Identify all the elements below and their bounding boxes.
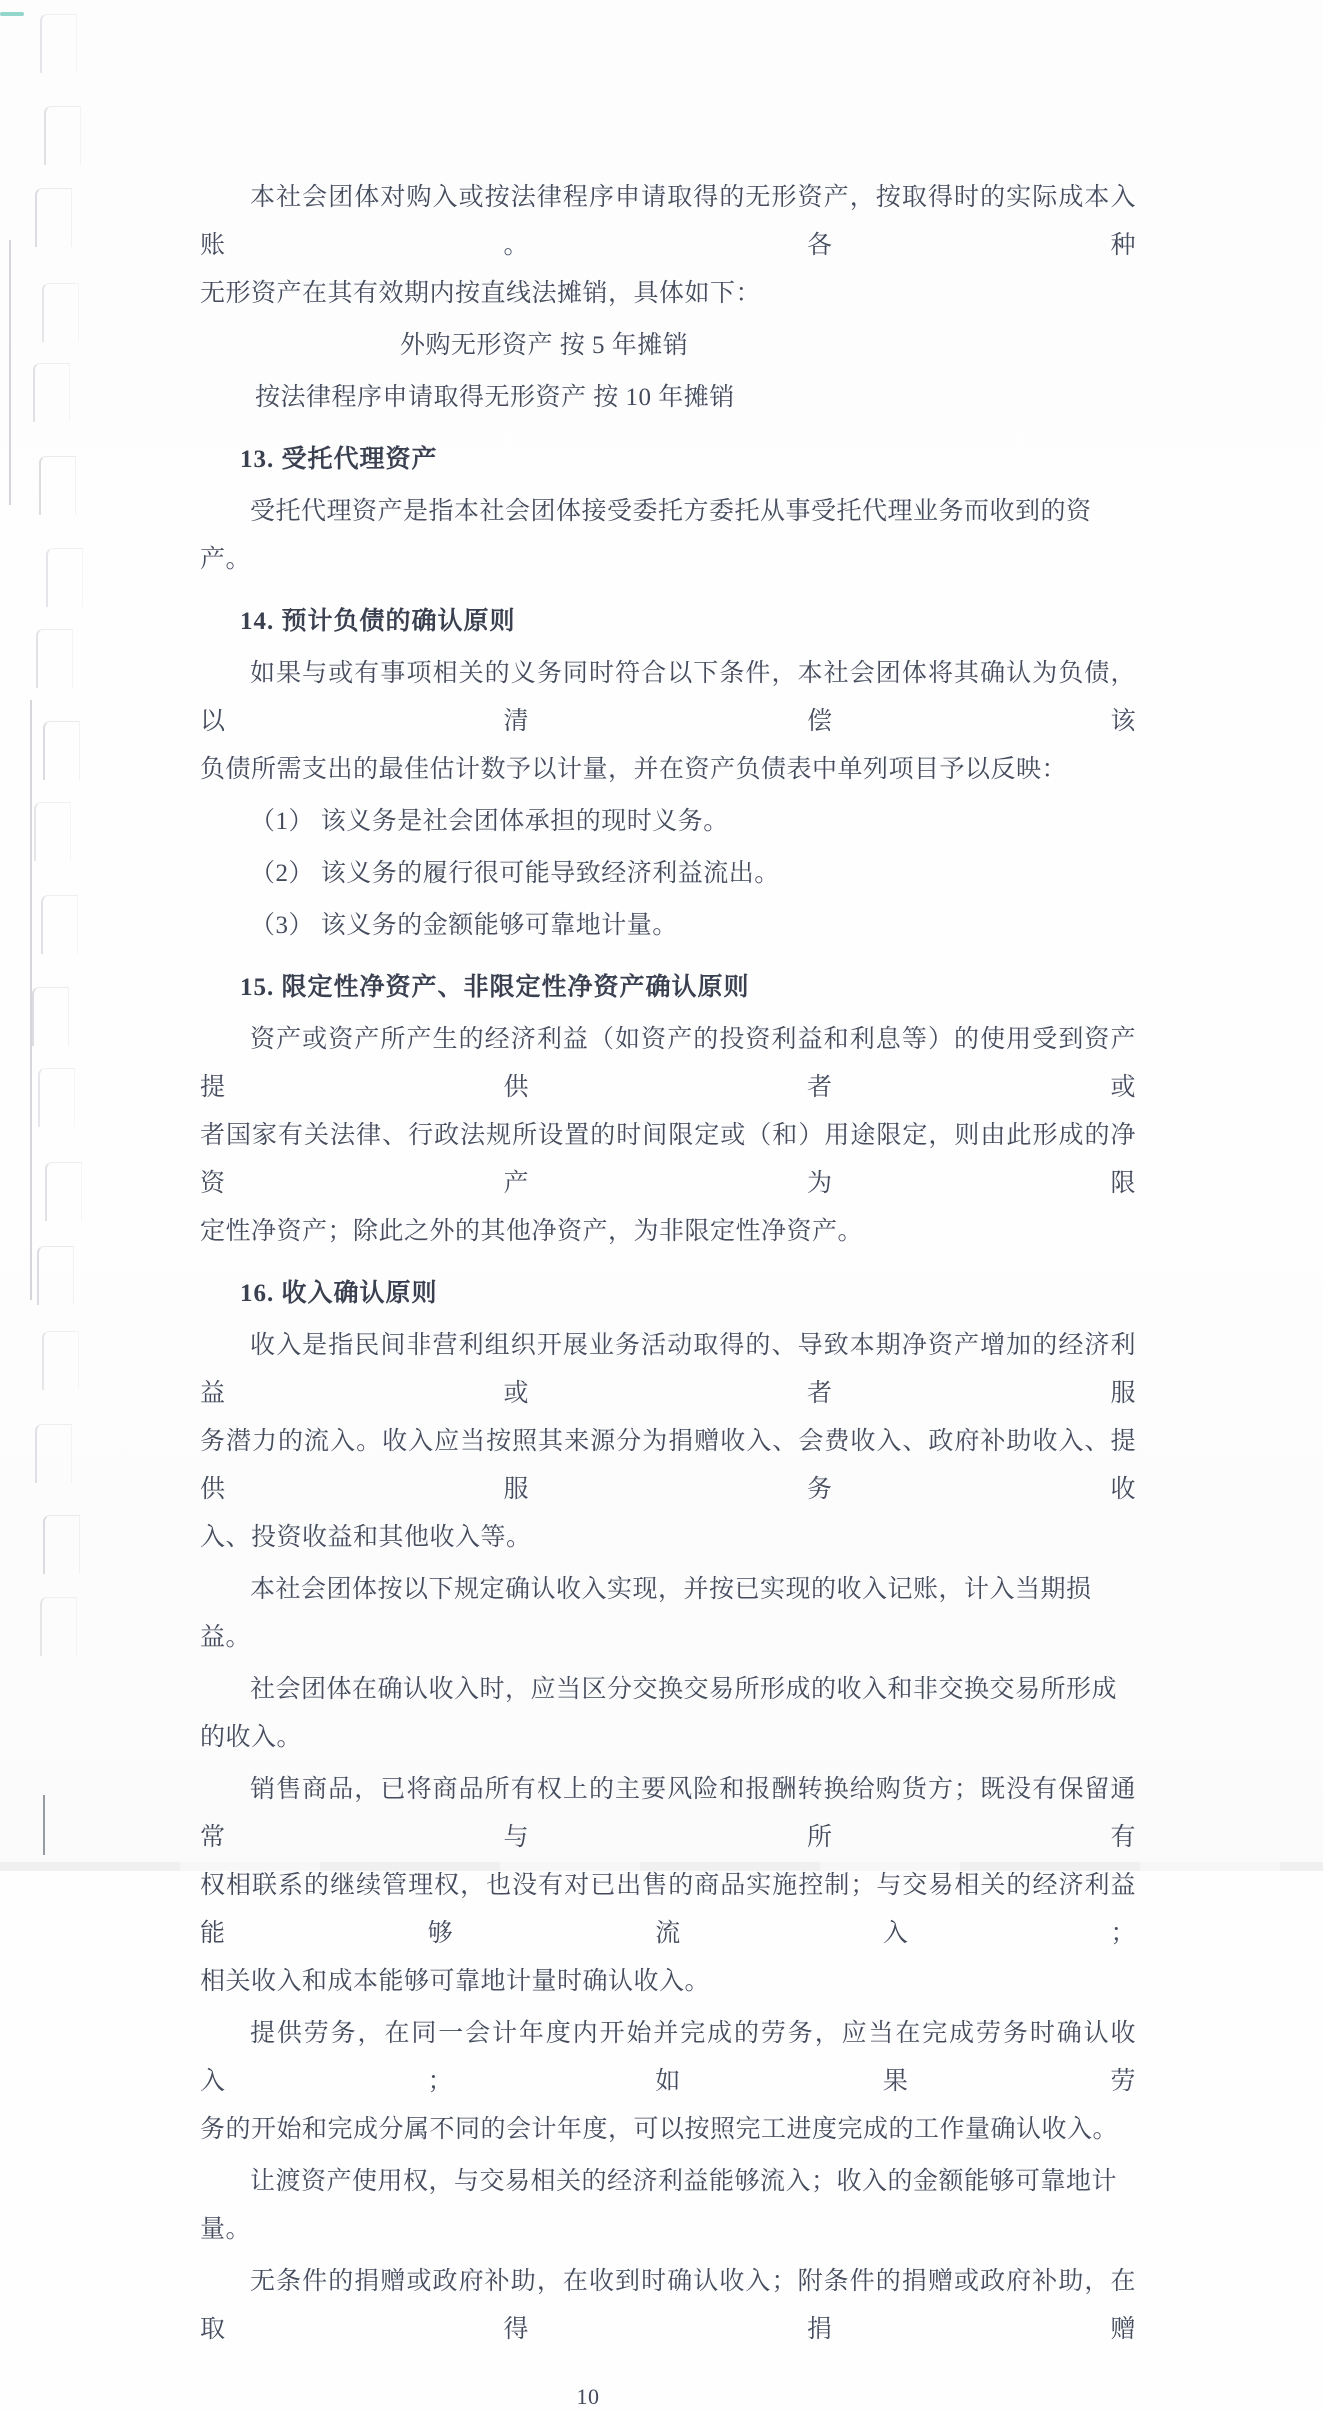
scan-line-artifact: [30, 700, 32, 1300]
text-line: 定性净资产；除此之外的其他净资产，为非限定性净资产。: [200, 1218, 864, 1245]
paragraph: [200, 2158, 1136, 2254]
binding-mark: [33, 363, 70, 422]
paragraph: [200, 850, 1136, 898]
section-heading: [200, 436, 1136, 484]
section-heading: [200, 598, 1136, 646]
text-line: 资产或资产所产生的经济利益（如资产的投资利益和利息等）的使用受到资产提供者或: [200, 1026, 1136, 1101]
text-line: 务潜力的流入。收入应当按照其来源分为捐赠收入、会费收入、政府补助收入、提供服务收: [200, 1428, 1136, 1503]
paragraph: [200, 902, 1136, 950]
binding-mark: [38, 1068, 75, 1127]
scan-bottom-edge: [0, 1862, 1323, 1871]
paragraph: [200, 2010, 1136, 2154]
scan-corner-mark: [0, 12, 24, 16]
paragraph: [200, 1566, 1136, 1662]
binding-mark: [41, 895, 78, 954]
binding-mark: [42, 1331, 79, 1390]
text-line: （1） 该义务是社会团体承担的现时义务。: [250, 808, 729, 835]
heading-line: 15. 限定性净资产、非限定性净资产确认原则: [240, 974, 750, 1001]
paragraph: [200, 1016, 1136, 1256]
paragraph: [200, 2258, 1136, 2354]
binding-mark: [32, 987, 69, 1046]
text-line: 受托代理资产是指本社会团体接受委托方委托从事受托代理业务而收到的资产。: [200, 498, 1092, 573]
binding-mark: [46, 548, 83, 607]
binding-mark: [36, 629, 73, 688]
binding-mark: [39, 456, 76, 515]
paragraph: [200, 798, 1136, 846]
binding-mark: [44, 106, 81, 165]
binding-mark: [45, 1162, 82, 1221]
scan-line-artifact: [9, 240, 11, 505]
binding-marks: [0, 0, 110, 1871]
binding-mark: [43, 1515, 80, 1574]
text-line: 入、投资收益和其他收入等。: [200, 1524, 532, 1551]
binding-mark: [35, 188, 72, 247]
paragraph: [200, 1766, 1136, 2006]
binding-mark: [40, 1597, 77, 1656]
paragraph: [200, 488, 1136, 584]
binding-mark: [40, 14, 77, 73]
paragraph: [200, 1322, 1136, 1562]
text-line: 销售商品，已将商品所有权上的主要风险和报酬转换给购货方；既没有保留通常与所有: [200, 1776, 1136, 1851]
text-line: 务的开始和完成分属不同的会计年度，可以按照完工进度完成的工作量确认收入。: [200, 2116, 1119, 2143]
text-line: 社会团体在确认收入时，应当区分交换交易所形成的收入和非交换交易所形成的收入。: [200, 1676, 1118, 1751]
paragraph: [200, 1666, 1136, 1762]
heading-line: 16. 收入确认原则: [240, 1280, 438, 1307]
paragraph: [200, 174, 1136, 318]
page-number: 10: [576, 2384, 600, 2409]
paragraph: [200, 322, 1136, 370]
text-line: 让渡资产使用权，与交易相关的经济利益能够流入；收入的金额能够可靠地计量。: [200, 2168, 1118, 2243]
text-line: 负债所需支出的最佳估计数予以计量，并在资产负债表中单列项目予以反映：: [200, 756, 1068, 783]
text-line: 无形资产在其有效期内按直线法摊销，具体如下：: [200, 280, 762, 307]
section-heading: [200, 964, 1136, 1012]
text-line: （3） 该义务的金额能够可靠地计量。: [250, 912, 678, 939]
paragraph: [200, 650, 1136, 794]
text-line: （2） 该义务的履行很可能导致经济利益流出。: [250, 860, 780, 887]
binding-mark: [34, 802, 71, 861]
section-heading: [200, 1270, 1136, 1318]
scan-line-artifact: [43, 1795, 45, 1855]
paragraph: [200, 374, 1136, 422]
binding-mark: [35, 1424, 72, 1483]
text-line: 权相联系的继续管理权，也没有对已出售的商品实施控制；与交易相关的经济利益能够流入；: [200, 1872, 1136, 1947]
heading-line: 13. 受托代理资产: [240, 446, 438, 473]
text-line: 本社会团体按以下规定确认收入实现，并按已实现的收入记账，计入当期损益。: [200, 1576, 1092, 1651]
text-line: 相关收入和成本能够可靠地计量时确认收入。: [200, 1968, 711, 1995]
text-line: 按法律程序申请取得无形资产 按 10 年摊销: [255, 384, 735, 411]
document-body: [200, 170, 1136, 2410]
text-line: 者国家有关法律、行政法规所设置的时间限定或（和）用途限定，则由此形成的净资产为限: [200, 1122, 1136, 1197]
binding-mark: [37, 1246, 74, 1305]
text-line: 本社会团体对购入或按法律程序申请取得的无形资产，按取得时的实际成本入账。各种: [200, 184, 1136, 259]
text-line: 收入是指民间非营利组织开展业务活动取得的、导致本期净资产增加的经济利益或者服: [200, 1332, 1136, 1407]
text-line: 如果与或有事项相关的义务同时符合以下条件，本社会团体将其确认为负债，以清偿该: [200, 660, 1136, 735]
text-line: 提供劳务，在同一会计年度内开始并完成的劳务，应当在完成劳务时确认收入；如果劳: [200, 2020, 1136, 2095]
text-line: 无条件的捐赠或政府补助，在收到时确认收入；附条件的捐赠或政府补助，在取得捐赠: [200, 2268, 1136, 2343]
binding-mark: [42, 283, 79, 342]
binding-mark: [43, 721, 80, 780]
text-line: 外购无形资产 按 5 年摊销: [400, 332, 689, 359]
heading-line: 14. 预计负债的确认原则: [240, 608, 516, 635]
